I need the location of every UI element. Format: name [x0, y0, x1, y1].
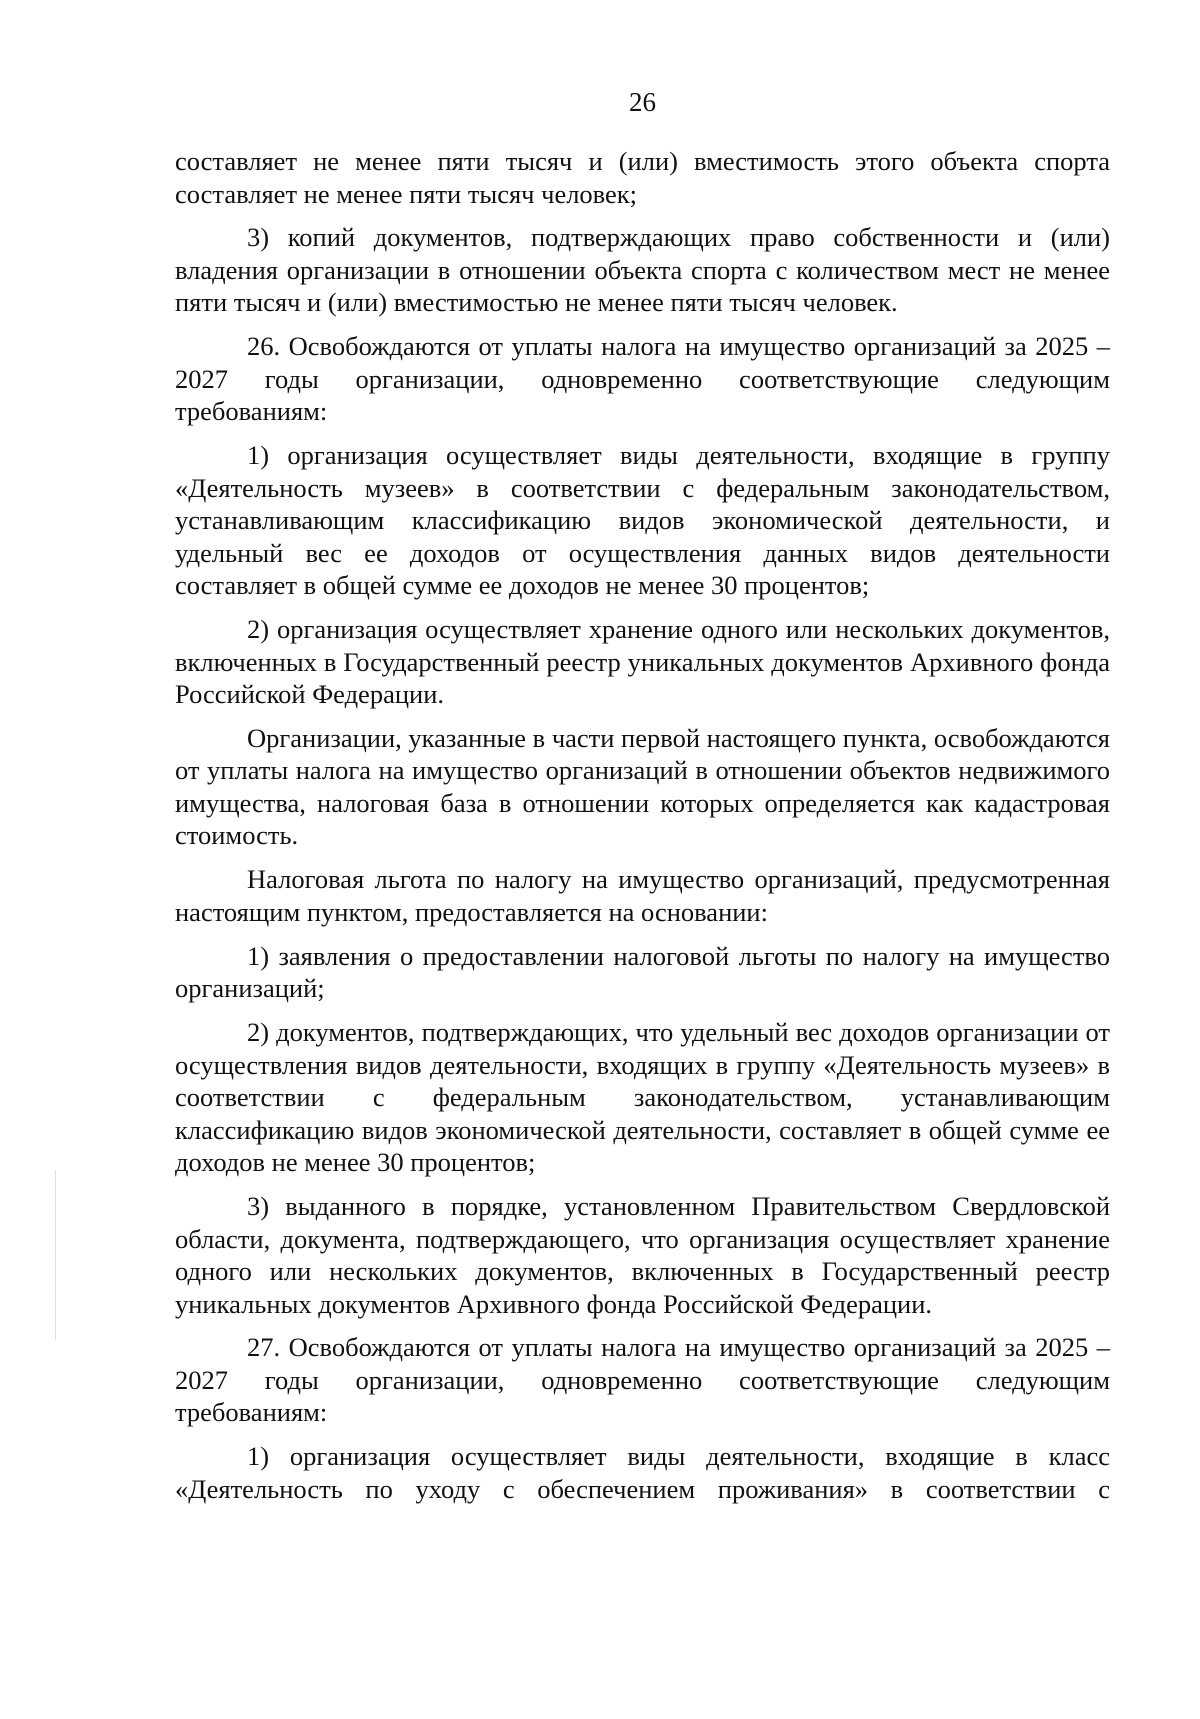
paragraph: составляет не менее пяти тысяч и (или) вместимость этого объекта спорта составляет не менее пяти тысяч человек; — [175, 146, 1110, 209]
paragraph: 2) организация осуществляет хранение одного или нескольких документов, включенных в Государственный реестр уникальных документов Архивного фонда Российской Федерации. — [175, 614, 1110, 710]
page-number: 26 — [629, 87, 656, 117]
paragraph: 2) документов, подтверждающих, что удельный вес доходов организации от осуществления видов деятельности, входящих в группу «Деятельность музеев» в соответствии с федеральным законодательством, устанавливающим классификацию видов экономической деятельности, составляет в общей сумме ее доходов не менее 30 процентов; — [175, 1017, 1110, 1178]
paragraph: Налоговая льгота по налогу на имущество организаций, предусмотренная настоящим пунктом, предоставляется на основании: — [175, 864, 1110, 927]
paragraph: 1) организация осуществляет виды деятельности, входящие в класс «Деятельность по уходу с обеспечением проживания» в соответствии с — [175, 1441, 1110, 1504]
paragraph: 3) копий документов, подтверждающих право собственности и (или) владения организации в отношении объекта спорта с количеством мест не менее пяти тысяч и (или) вместимостью не менее пяти тысяч человек. — [175, 222, 1110, 318]
scan-margin-line — [55, 1170, 56, 1340]
paragraph: Организации, указанные в части первой настоящего пункта, освобождаются от уплаты налога на имущество организаций в отношении объектов недвижимого имущества, налоговая база в отношении которых определяется как кадастровая стоимость. — [175, 722, 1110, 851]
paragraph: 1) организация осуществляет виды деятельности, входящие в группу «Деятельность музеев» в соответствии с федеральным законодательством, устанавливающим классификацию видов экономической деятельности, и удельный вес ее доходов от осуществления данных видов деятельности составляет в общей сумме ее доходов не менее 30 процентов; — [175, 440, 1110, 601]
paragraph: 26. Освобождаются от уплаты налога на имущество организаций за 2025 – 2027 годы организации, одновременно соответствующие следующим требованиям: — [175, 331, 1110, 427]
paragraph: 3) выданного в порядке, установленном Правительством Свердловской области, документа, подтверждающего, что организация осуществляет хранение одного или нескольких документов, включенных в Государственный реестр уникальных документов Архивного фонда Российской Федерации. — [175, 1191, 1110, 1319]
document-body — [175, 145, 1110, 1517]
paragraph: 27. Освобождаются от уплаты налога на имущество организаций за 2025 – 2027 годы организации, одновременно соответствующие следующим требованиям: — [175, 1332, 1110, 1428]
paragraph: 1) заявления о предоставлении налоговой льготы по налогу на имущество организаций; — [175, 940, 1110, 1004]
